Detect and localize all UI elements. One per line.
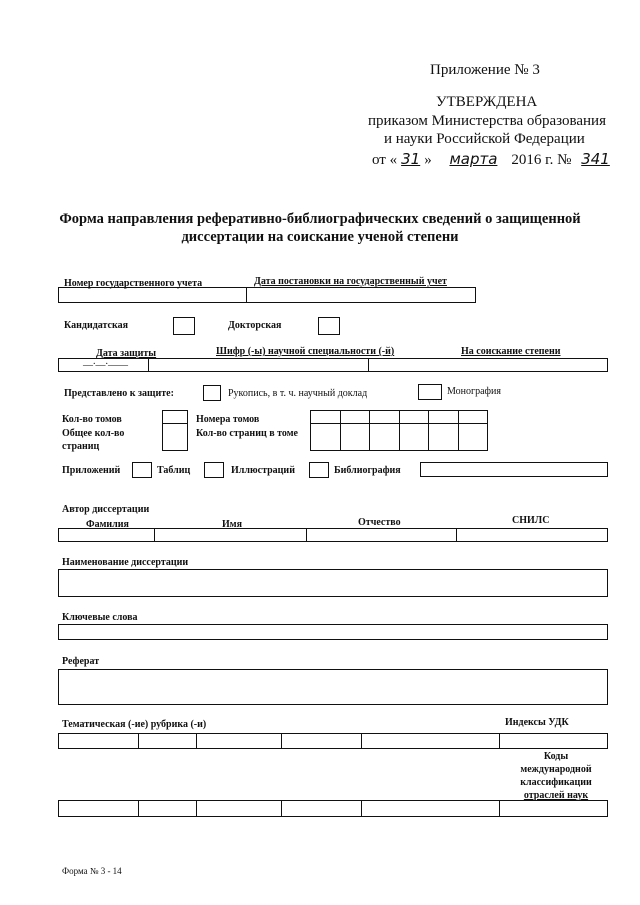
rubric-cell[interactable] — [139, 734, 197, 748]
specialty-label: Шифр (-ы) научной специальности (-й) — [216, 346, 395, 357]
manuscript-checkbox[interactable] — [203, 385, 221, 401]
intl-codes-line-2: международной — [520, 764, 592, 775]
intl-code-cell[interactable] — [139, 801, 197, 816]
intl-codes-row — [58, 800, 608, 817]
intl-code-cell[interactable] — [59, 801, 139, 816]
order-date — [372, 150, 616, 169]
specialty-field[interactable] — [149, 359, 369, 371]
defense-date-field[interactable] — [59, 356, 149, 371]
pages-total-field[interactable] — [162, 423, 188, 451]
pages-in-volume-cell[interactable] — [370, 424, 400, 450]
volume-number-cell[interactable] — [341, 411, 371, 423]
volume-numbers-label: Номера томов — [196, 414, 260, 425]
intl-codes-line-1: Коды — [543, 751, 569, 762]
pages-in-volume-cell[interactable] — [459, 424, 488, 450]
intl-code-cell[interactable] — [500, 801, 607, 816]
surname-label: Фамилия — [86, 519, 129, 530]
intl-codes-line-3: классификации — [520, 777, 592, 788]
doctoral-checkbox[interactable] — [318, 317, 340, 335]
form-title-line-1: Форма направления реферативно-библиографических сведений о защищенной — [59, 211, 581, 227]
volume-number-cell[interactable] — [311, 411, 341, 423]
udc-field[interactable] — [500, 734, 607, 748]
appendices-label: Приложений — [62, 465, 121, 476]
monograph-checkbox[interactable] — [418, 384, 442, 400]
bibliography-field[interactable] — [420, 462, 608, 477]
state-number-label: Номер государственного учета — [64, 278, 203, 289]
intl-code-cell[interactable] — [282, 801, 362, 816]
name-field[interactable] — [155, 529, 307, 541]
volume-number-cell[interactable] — [370, 411, 400, 423]
appendix-label: Приложение № 3 — [430, 62, 540, 78]
state-date-label: Дата постановки на государственный учет — [254, 276, 447, 287]
monograph-label: Монография — [447, 386, 501, 397]
patronymic-field[interactable] — [307, 529, 457, 541]
form-number: Форма № 3 - 14 — [62, 866, 122, 876]
tables-label: Таблиц — [157, 465, 191, 476]
volume-count-label: Кол-во томов — [62, 414, 122, 425]
volume-number-cell[interactable] — [400, 411, 430, 423]
abstract-field[interactable] — [58, 669, 608, 705]
rubric-cell[interactable] — [197, 734, 282, 748]
keywords-field[interactable] — [58, 624, 608, 640]
order-number: 341 — [581, 150, 610, 168]
intl-code-cell[interactable] — [362, 801, 500, 816]
doctoral-label: Докторская — [228, 320, 282, 331]
date-prefix: от « — [372, 152, 398, 168]
date-day: 31 — [401, 150, 421, 168]
defense-date-placeholder: __.__.____ — [83, 356, 128, 367]
illustrations-field[interactable] — [309, 462, 329, 478]
pages-in-volume-label: Кол-во страниц в томе — [196, 428, 298, 439]
degree-sought-field[interactable] — [369, 359, 607, 371]
illustrations-label: Иллюстраций — [231, 465, 295, 476]
date-month: марта — [449, 150, 498, 168]
volume-numbers-grid — [310, 410, 488, 424]
defense-row — [58, 358, 608, 372]
rubric-cell[interactable] — [282, 734, 362, 748]
abstract-label: Реферат — [62, 656, 100, 667]
candidate-label: Кандидатская — [64, 320, 128, 331]
state-date-field[interactable] — [247, 288, 475, 302]
surname-field[interactable] — [59, 529, 155, 541]
pages-total-label-2: страниц — [62, 441, 100, 452]
volume-number-cell[interactable] — [429, 411, 459, 423]
rubric-cell[interactable] — [362, 734, 500, 748]
dissertation-name-field[interactable] — [58, 569, 608, 597]
date-year: 2016 г. № — [511, 152, 572, 168]
volume-number-cell[interactable] — [459, 411, 488, 423]
thematic-rubric-label: Тематическая (-ие) рубрика (-и) — [62, 719, 207, 730]
date-mid: » — [424, 152, 432, 168]
snils-field[interactable] — [457, 529, 607, 541]
pages-in-volume-grid — [310, 423, 488, 451]
defense-date-label: Дата защиты — [96, 348, 157, 359]
tables-field[interactable] — [204, 462, 224, 478]
degree-sought-label: На соискание степени — [461, 346, 561, 357]
udc-label: Индексы УДК — [505, 717, 569, 728]
pages-total-label-1: Общее кол-во — [62, 428, 125, 439]
intl-code-cell[interactable] — [197, 801, 282, 816]
pages-in-volume-cell[interactable] — [341, 424, 371, 450]
appendices-field[interactable] — [132, 462, 152, 478]
form-title-line-2: диссертации на соискание ученой степени — [181, 229, 459, 245]
candidate-checkbox[interactable] — [173, 317, 195, 335]
pages-in-volume-cell[interactable] — [400, 424, 430, 450]
order-line-2: и науки Российской Федерации — [384, 131, 585, 147]
volume-count-field[interactable] — [162, 410, 188, 424]
intl-codes-label — [506, 750, 606, 802]
snils-label: СНИЛС — [512, 515, 550, 526]
rubric-cell[interactable] — [59, 734, 139, 748]
approved-label: УТВЕРЖДЕНА — [436, 94, 538, 110]
pages-in-volume-cell[interactable] — [311, 424, 341, 450]
pages-in-volume-cell[interactable] — [429, 424, 459, 450]
author-section-label: Автор диссертации — [62, 504, 150, 515]
author-row — [58, 528, 608, 542]
form-title — [20, 210, 620, 246]
registration-row — [58, 287, 476, 303]
rubric-row — [58, 733, 608, 749]
name-label: Имя — [222, 519, 242, 530]
order-line-1: приказом Министерства образования — [368, 113, 606, 129]
bibliography-label: Библиография — [334, 465, 401, 476]
keywords-label: Ключевые слова — [62, 612, 138, 623]
intl-codes-line-4: отраслей наук — [523, 790, 589, 801]
presented-label: Представлено к защите: — [64, 388, 174, 399]
state-number-field[interactable] — [59, 288, 247, 302]
dissertation-name-label: Наименование диссертации — [62, 557, 189, 568]
patronymic-label: Отчество — [358, 517, 401, 528]
manuscript-label: Рукопись, в т. ч. научный доклад — [228, 388, 368, 399]
